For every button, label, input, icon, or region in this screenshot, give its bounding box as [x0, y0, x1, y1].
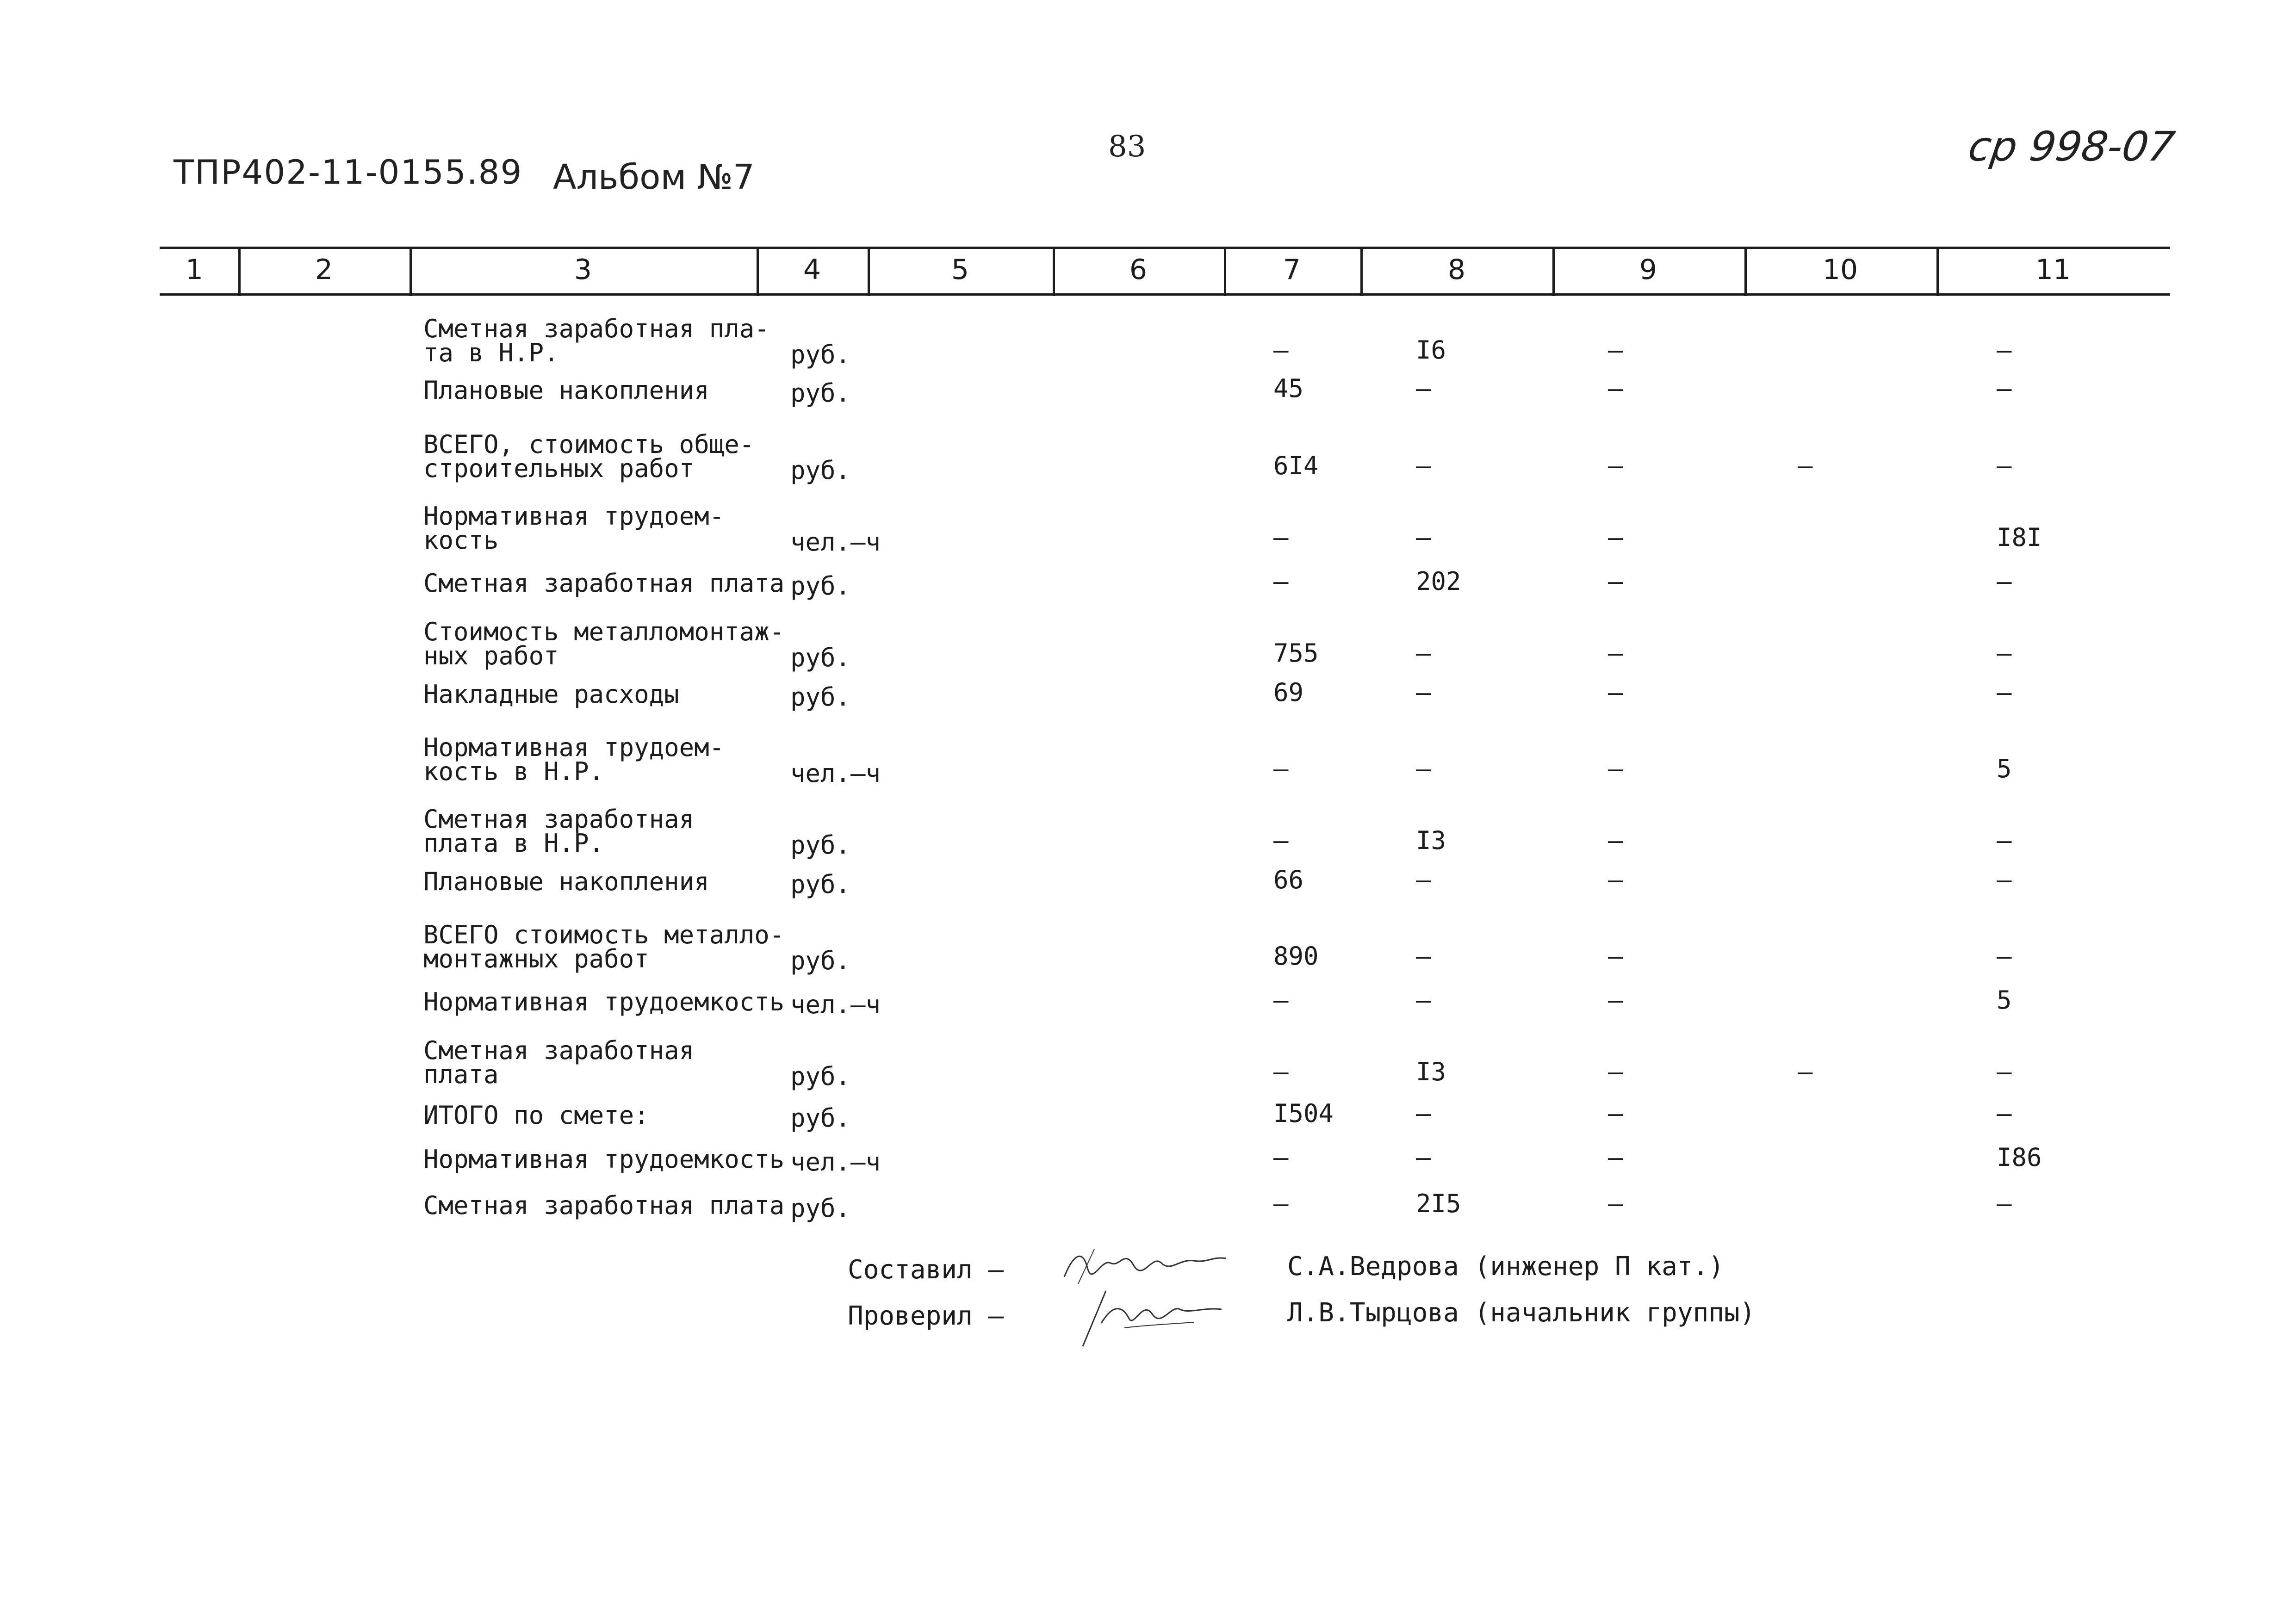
row-value-col-7: –	[1273, 523, 1289, 552]
row-value-col-7: –	[1273, 1057, 1289, 1086]
row-value-col-7: 6I4	[1273, 451, 1319, 480]
row-unit: руб.	[790, 1103, 851, 1133]
row-description	[423, 805, 695, 858]
column-number-8: 8	[1447, 254, 1466, 286]
row-value-col-7: 66	[1273, 865, 1304, 894]
row-unit: руб.	[790, 830, 851, 860]
description-line: Накладные расходы	[423, 680, 679, 709]
description-line: кость	[423, 526, 499, 555]
description-line: ИТОГО по смете:	[423, 1101, 649, 1130]
row-description	[423, 1101, 649, 1130]
row-value-col-9: –	[1608, 1143, 1623, 1172]
sheet-code: ср 998-07	[1965, 123, 2178, 170]
row-value-col-9: –	[1608, 451, 1623, 480]
column-divider	[868, 248, 870, 296]
row-description	[423, 987, 785, 1016]
row-unit: руб.	[790, 1062, 851, 1091]
page-number: 83	[1108, 130, 1146, 164]
row-value-col-9: –	[1608, 678, 1623, 707]
description-line: та в Н.Р.	[423, 338, 559, 367]
compiled-by-name: С.А.Ведрова (инженер П кат.)	[1287, 1251, 1725, 1282]
row-description	[423, 430, 755, 483]
row-value-col-9: –	[1608, 523, 1623, 552]
column-divider	[1224, 248, 1226, 296]
table-top-border	[160, 247, 2170, 249]
column-number-6: 6	[1129, 254, 1148, 286]
row-value-col-8: –	[1416, 985, 1431, 1015]
row-value-col-8: 202	[1416, 567, 1461, 596]
row-value-col-8: –	[1416, 374, 1431, 403]
row-value-col-9: –	[1608, 985, 1623, 1015]
column-number-10: 10	[1822, 254, 1858, 286]
row-description	[423, 378, 709, 403]
row-value-col-8: I3	[1416, 1057, 1446, 1086]
description-line: Нормативная трудоем-	[423, 502, 725, 531]
row-value-col-11: –	[1997, 942, 2012, 971]
row-value-col-8: –	[1416, 865, 1431, 894]
row-value-col-10: –	[1798, 451, 1813, 480]
row-value-col-11: –	[1997, 865, 2012, 894]
row-unit: руб.	[790, 682, 851, 712]
row-value-col-9: –	[1608, 1189, 1623, 1218]
row-unit: руб.	[790, 1194, 851, 1223]
row-value-col-11: –	[1997, 374, 2012, 403]
row-value-col-7: 890	[1273, 942, 1319, 971]
row-value-col-9: –	[1608, 1057, 1623, 1086]
row-value-col-7: –	[1273, 567, 1289, 596]
row-value-col-8: I3	[1416, 826, 1446, 855]
row-value-col-8: –	[1416, 523, 1431, 552]
description-line: Сметная заработная	[423, 805, 695, 834]
description-line: ных работ	[423, 641, 559, 670]
description-line: ВСЕГО, стоимость обще-	[423, 430, 755, 459]
column-number-5: 5	[951, 254, 969, 286]
row-value-col-8: 2I5	[1416, 1189, 1461, 1218]
row-value-col-7: –	[1273, 1143, 1289, 1172]
description-line: Стоимость металломонтаж-	[423, 617, 785, 646]
album-number: Альбом №7	[553, 157, 755, 197]
description-line: ВСЕГО стоимость металло-	[423, 920, 785, 949]
row-value-col-11: –	[1997, 451, 2012, 480]
column-number-11: 11	[2035, 254, 2071, 286]
row-value-col-7: 755	[1273, 638, 1319, 668]
column-number-4: 4	[803, 254, 821, 286]
row-value-col-9: –	[1608, 865, 1623, 894]
row-value-col-11: –	[1997, 335, 2012, 365]
description-line: Плановые накопления	[423, 867, 709, 896]
description-line: монтажных работ	[423, 944, 649, 973]
row-value-col-8: –	[1416, 754, 1431, 783]
description-line: Сметная заработная плата	[423, 1191, 785, 1220]
row-value-col-8: –	[1416, 942, 1431, 971]
row-value-col-7: –	[1273, 826, 1289, 855]
row-value-col-7: 45	[1273, 374, 1304, 403]
row-description	[423, 733, 725, 786]
description-line: кость в Н.Р.	[423, 757, 604, 786]
checked-by-label: Проверил –	[848, 1301, 1004, 1331]
row-value-col-11: –	[1997, 567, 2012, 596]
checked-by-name: Л.В.Тырцова (начальник группы)	[1287, 1298, 1756, 1328]
row-value-col-9: –	[1608, 567, 1623, 596]
row-description	[423, 1145, 785, 1174]
row-value-col-9: –	[1608, 335, 1623, 365]
column-divider	[1053, 248, 1055, 296]
description-line: плата в Н.Р.	[423, 829, 604, 858]
row-description	[423, 502, 725, 555]
row-description	[423, 617, 785, 670]
compiled-by-label: Составил –	[848, 1255, 1004, 1285]
row-description	[423, 1036, 695, 1089]
row-value-col-10: –	[1798, 1057, 1813, 1086]
row-value-col-7: I504	[1273, 1099, 1334, 1128]
row-value-col-8: I6	[1416, 335, 1446, 365]
row-unit: чел.–ч	[790, 527, 881, 557]
description-line: Нормативная трудоемкость	[423, 987, 785, 1016]
row-value-col-11: 5	[1997, 754, 2012, 783]
description-line: Нормативная трудоем-	[423, 733, 725, 762]
row-description	[423, 569, 785, 598]
row-value-col-8: –	[1416, 678, 1431, 707]
row-value-col-11: I86	[1997, 1143, 2042, 1172]
row-description	[423, 920, 785, 973]
description-line: Сметная заработная	[423, 1036, 695, 1065]
row-unit: руб.	[790, 378, 851, 408]
column-number-2: 2	[315, 254, 333, 286]
checked-by-signature	[1064, 1282, 1240, 1351]
row-unit: чел.–ч	[790, 759, 881, 788]
row-value-col-7: 69	[1273, 678, 1304, 707]
row-unit: руб.	[790, 571, 851, 601]
row-value-col-11: I8I	[1997, 523, 2042, 552]
column-divider	[757, 248, 759, 296]
description-line: Плановые накопления	[423, 376, 709, 405]
row-description	[423, 314, 769, 367]
row-value-col-9: –	[1608, 942, 1623, 971]
column-divider	[1552, 248, 1555, 296]
column-divider	[1936, 248, 1939, 296]
description-line: плата	[423, 1060, 499, 1089]
column-divider	[1744, 248, 1747, 296]
row-description	[423, 1191, 785, 1220]
row-unit: руб.	[790, 946, 851, 975]
column-number-1: 1	[185, 254, 204, 286]
row-unit: руб.	[790, 340, 851, 369]
row-value-col-8: –	[1416, 1099, 1431, 1128]
description-line: Сметная заработная пла-	[423, 314, 769, 343]
row-unit: руб.	[790, 870, 851, 899]
row-value-col-9: –	[1608, 754, 1623, 783]
row-value-col-7: –	[1273, 754, 1289, 783]
column-divider	[238, 248, 241, 296]
row-value-col-11: –	[1997, 678, 2012, 707]
row-unit: чел.–ч	[790, 990, 881, 1019]
row-value-col-11: –	[1997, 638, 2012, 668]
description-line: Сметная заработная плата	[423, 569, 785, 598]
description-line: строительных работ	[423, 454, 695, 483]
row-value-col-8: –	[1416, 1143, 1431, 1172]
description-line: Нормативная трудоемкость	[423, 1145, 785, 1174]
column-divider	[410, 248, 412, 296]
row-value-col-9: –	[1608, 826, 1623, 855]
row-description	[423, 680, 679, 709]
column-number-3: 3	[574, 254, 592, 286]
row-value-col-11: 5	[1997, 985, 2012, 1015]
row-unit: руб.	[790, 643, 851, 672]
table-header-bottom-border	[160, 293, 2170, 296]
row-value-col-11: –	[1997, 826, 2012, 855]
row-value-col-7: –	[1273, 335, 1289, 365]
row-value-col-9: –	[1608, 374, 1623, 403]
row-value-col-9: –	[1608, 1099, 1623, 1128]
document-code: ТПР402-11-0155.89	[174, 153, 523, 192]
column-number-9: 9	[1639, 254, 1657, 286]
column-divider	[1360, 248, 1363, 296]
row-value-col-7: –	[1273, 985, 1289, 1015]
row-unit: чел.–ч	[790, 1147, 881, 1177]
row-value-col-8: –	[1416, 638, 1431, 668]
row-value-col-11: –	[1997, 1057, 2012, 1086]
row-value-col-11: –	[1997, 1099, 2012, 1128]
row-value-col-9: –	[1608, 638, 1623, 668]
row-unit: руб.	[790, 456, 851, 485]
column-number-7: 7	[1283, 254, 1301, 286]
row-description	[423, 867, 709, 896]
row-value-col-11: –	[1997, 1189, 2012, 1218]
row-value-col-7: –	[1273, 1189, 1289, 1218]
row-value-col-8: –	[1416, 451, 1431, 480]
